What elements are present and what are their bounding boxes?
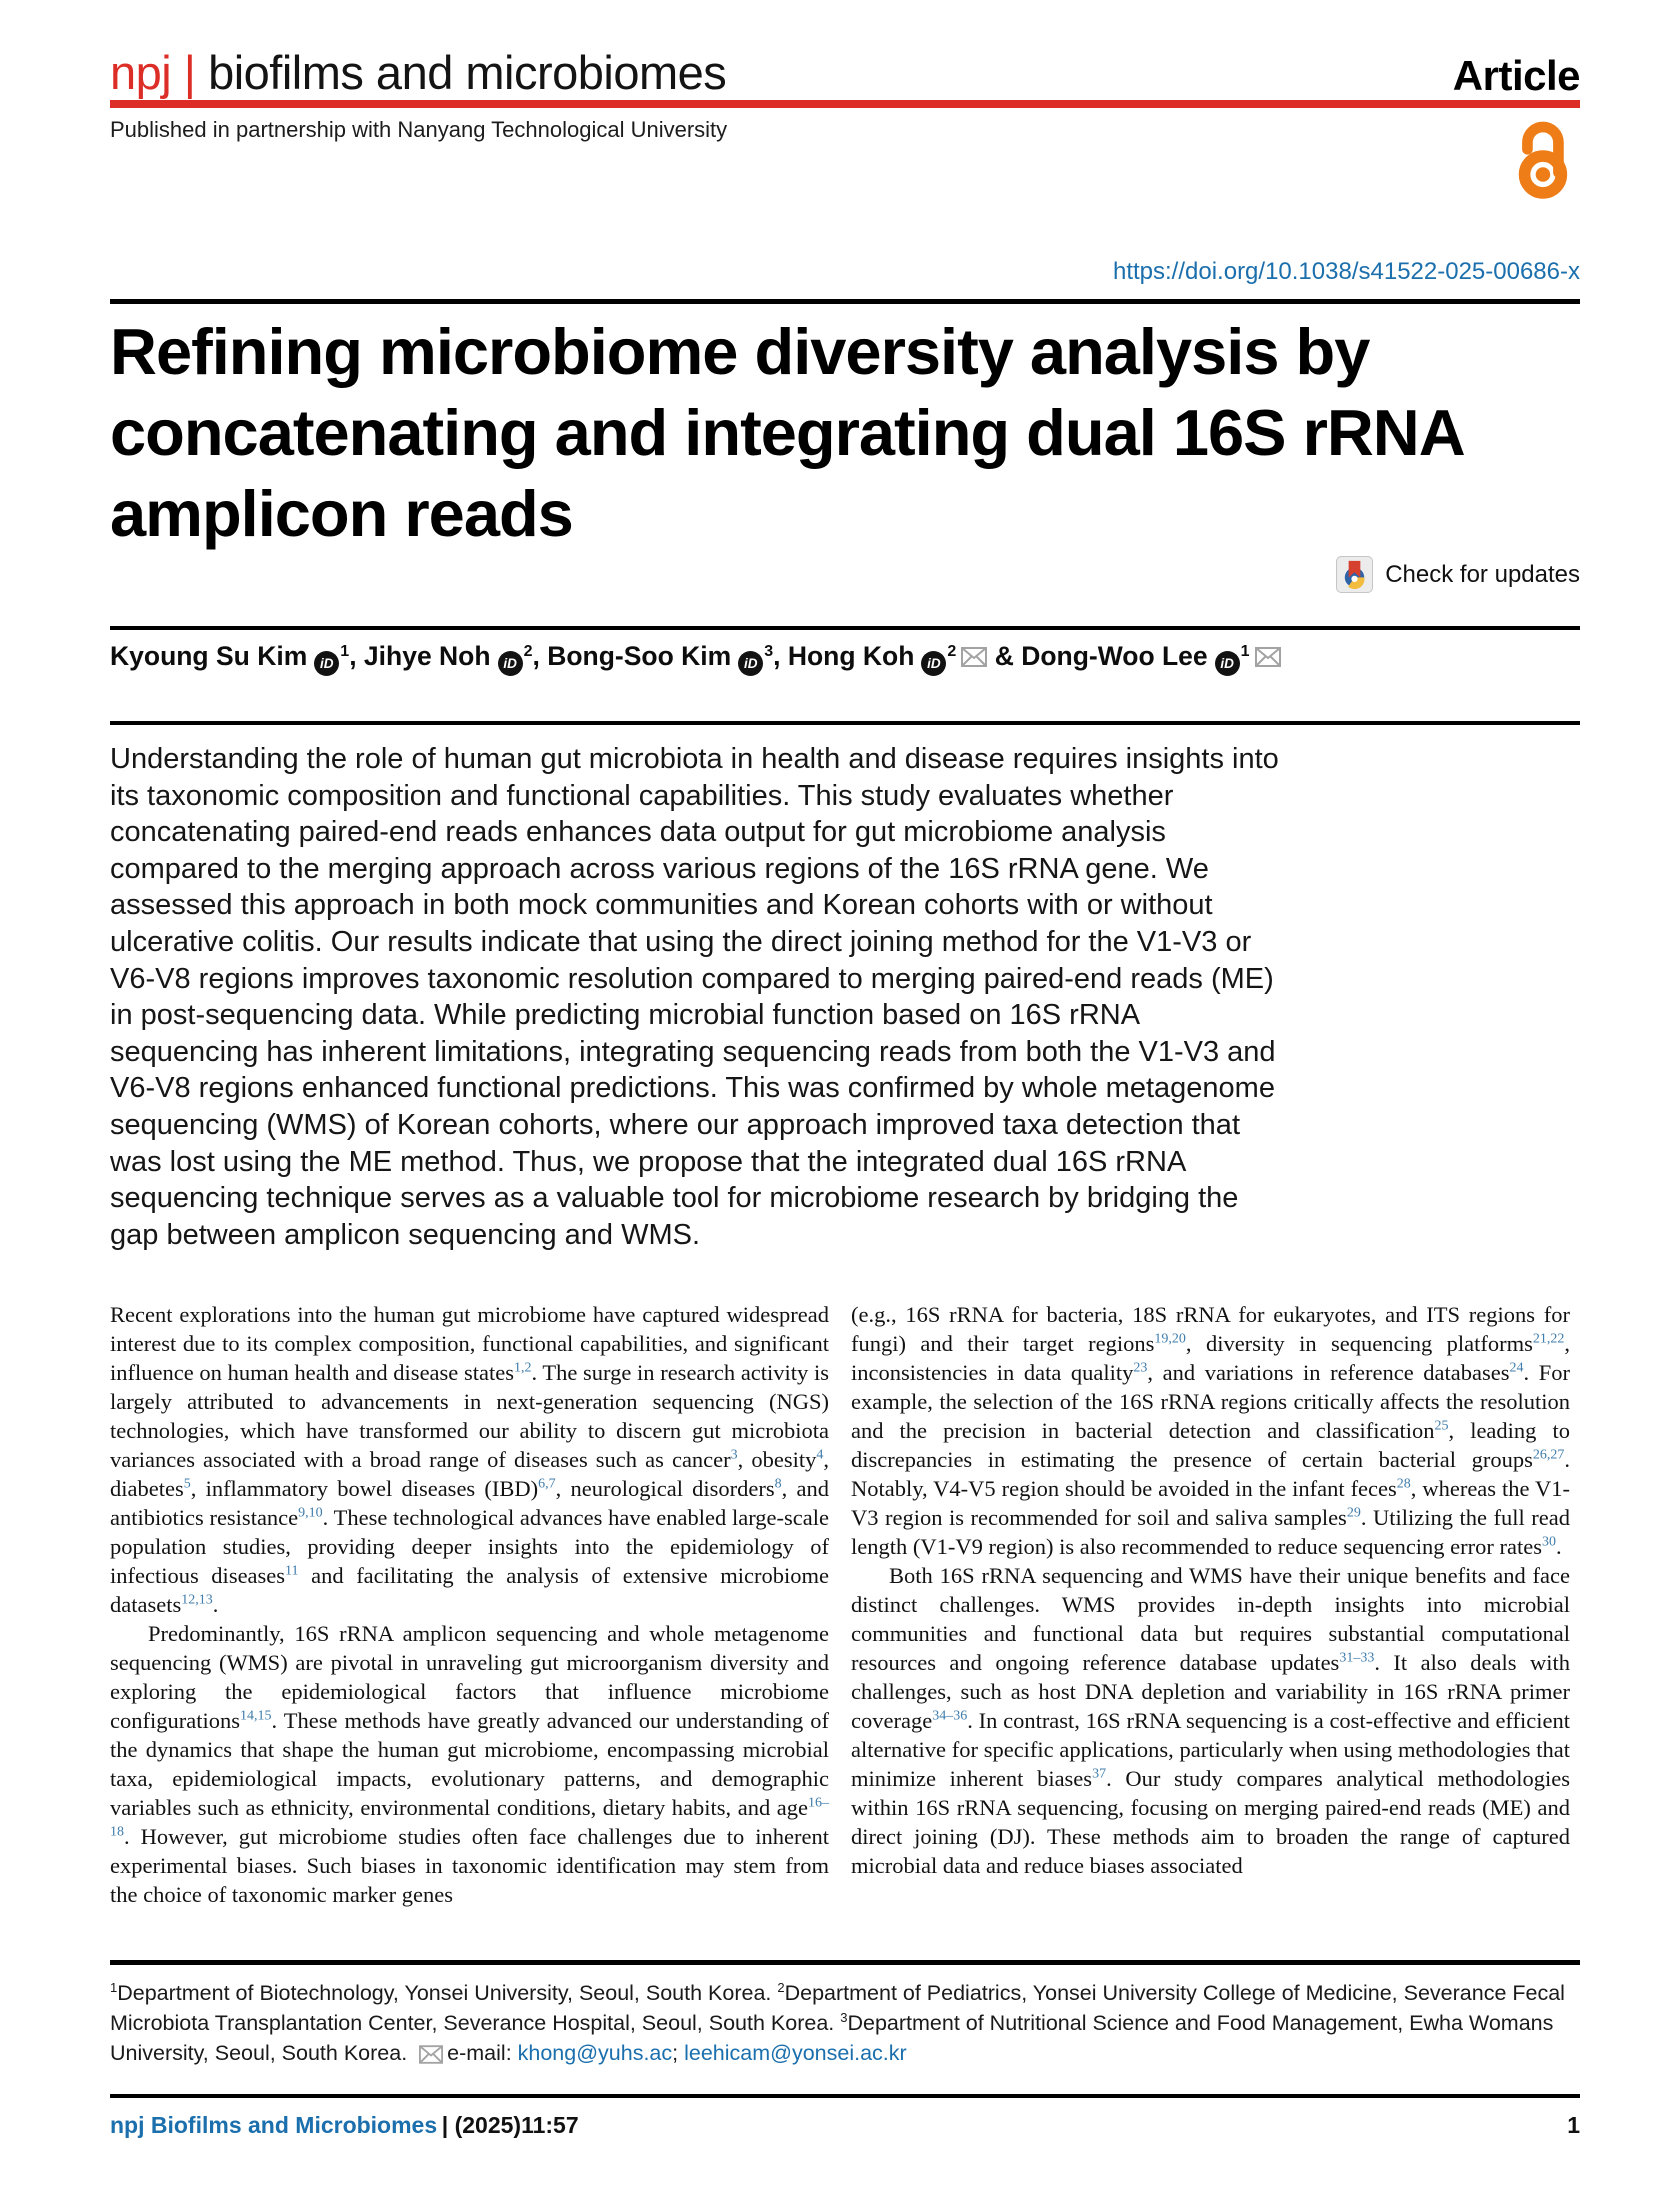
journal-logo-prefix: npj [110, 46, 172, 99]
author-name: Bong-Soo Kim [547, 641, 732, 671]
paragraph: Predominantly, 16S rRNA amplicon sequencing and whole metagenome sequencing (WMS) are pivotal in unraveling gut microorganism diversity and exploring the epidemiological factors that influence microbiome configurations$^{14,15}$. These methods have greatly advanced our understanding of the dynamics that shape the human gut microbiome, encompassing microbial taxa, epidemiological impacts, evolutionary patterns, and demographic variables such as ethnicity, environmental conditions, dietary habits, and age$^{16-18}$. However, gut microbiome studies often face challenges due to inherent experimental biases. Such biases in taxonomic identification may stem from the choice of taxonomic marker genes [110, 1621, 829, 1907]
email-icon[interactable] [419, 2045, 443, 2064]
reference-superscript[interactable]: 9,10 [298, 1505, 323, 1521]
footnote-rule [110, 1960, 1580, 1965]
footer-citation [110, 2112, 579, 2139]
open-access-icon [1510, 114, 1572, 207]
reference-superscript[interactable]: 6,7 [538, 1476, 556, 1492]
orcid-icon[interactable]: iD [498, 651, 523, 676]
author [110, 641, 364, 671]
author-affiliation-superscript: 1 [340, 643, 350, 660]
orcid-icon[interactable]: iD [738, 651, 763, 676]
author [364, 641, 547, 671]
email-link[interactable]: khong@yuhs.ac [517, 2041, 673, 2065]
paragraph: (e.g., 16S rRNA for bacteria, 18S rRNA for eukaryotes, and ITS regions for fungi) and their target regions$^{19,20}$, diversity in sequencing platforms$^{21,22}$, inconsistencies in data quality$^{23}$, and variations in reference databases$^{24}$. For example, the selection of the 16S rRNA regions critically affects the resolution and the precision in bacterial detection and classification$^{25}$, leading to discrepancies in estimating the presence of certain bacterial groups$^{26,27}$. Notably, V4-V5 region should be avoided in the infant feces$^{28}$, whereas the V1-V3 region is recommended for soil and saliva samples$^{29}$. Utilizing the full read length (V1-V9 region) is also recommended to reduce sequencing error rates$^{30}$. [851, 1302, 1570, 1559]
email-icon[interactable] [961, 647, 987, 667]
reference-superscript[interactable]: 34–36 [932, 1708, 968, 1724]
affiliation-superscript: 1 [110, 1979, 118, 1995]
author [1021, 641, 1280, 671]
author [788, 641, 1021, 671]
footer-rule [110, 2094, 1580, 2098]
body-column-left [110, 1300, 829, 1909]
reference-superscript[interactable]: 24 [1509, 1360, 1524, 1376]
reference-superscript[interactable]: 16–18 [110, 1795, 829, 1840]
author [547, 641, 788, 671]
authors-rule-top [110, 626, 1580, 630]
reference-superscript[interactable]: 29 [1346, 1505, 1361, 1521]
journal-logo: npj | biofilms and microbiomes [110, 46, 727, 99]
reference-superscript[interactable]: 21,22 [1532, 1331, 1565, 1347]
body-text [110, 1300, 1570, 1909]
reference-superscript[interactable]: 25 [1434, 1418, 1449, 1434]
doi-link[interactable]: https://doi.org/10.1038/s41522-025-00686-x [1112, 258, 1580, 285]
reference-superscript[interactable]: 31–33 [1339, 1650, 1375, 1666]
reference-superscript[interactable]: 12,13 [181, 1592, 213, 1608]
masthead-rule [110, 100, 1580, 108]
affiliations: $^1$Department of Biotechnology, Yonsei University, Seoul, South Korea. $^2$Department of Pediatrics, Yonsei University College of Medicine, Severance Fecal Microbiota Transplantation Center, Severance Hospital, Seoul, South Korea. $^3$Department of Nutritional Science and Food Management, Ewha Womans University, Seoul, South Korea. e-mail: khong@yuhs.ac; leehicam@yonsei.ac.kr [110, 1979, 1565, 2065]
orcid-icon[interactable]: iD [921, 651, 946, 676]
author-list [110, 641, 1281, 676]
reference-superscript[interactable]: 26,27 [1532, 1447, 1565, 1463]
orcid-icon[interactable]: iD [314, 651, 339, 676]
reference-superscript[interactable]: 19,20 [1154, 1331, 1186, 1347]
email-link[interactable]: leehicam@yonsei.ac.kr [684, 2041, 907, 2065]
reference-superscript[interactable]: 1,2 [513, 1360, 532, 1376]
author-separator: , [773, 641, 788, 671]
body-column-right [851, 1300, 1570, 1909]
author-name: Dong-Woo Lee [1021, 641, 1208, 671]
reference-superscript[interactable]: 4 [816, 1447, 824, 1463]
affiliation-superscript: 2 [777, 1979, 785, 1995]
email-icon[interactable] [1255, 647, 1281, 667]
page-title: Refining microbiome diversity analysis by concatenating and integrating dual 16S rRNA amplicon reads [110, 315, 1463, 550]
page-number: 1 [1567, 2112, 1580, 2138]
author-separator: , [349, 641, 364, 671]
reference-superscript[interactable]: 3 [730, 1447, 738, 1463]
partnership-note: Published in partnership with Nanyang Technological University [110, 117, 728, 142]
reference-superscript[interactable]: 30 [1542, 1534, 1556, 1550]
abstract: Understanding the role of human gut microbiota in health and disease requires insights into its taxonomic composition and functional capabilities. This study evaluates whether concatenating paired-end reads enhances data output for gut microbiome analysis compared to the merging approach across various regions of the 16S rRNA gene. We assessed this approach in both mock communities and Korean cohorts with or without ulcerative colitis. Our results indicate that using the direct joining method for the V1-V3 or V6-V8 regions improves taxonomic resolution compared to merging paired-end reads (ME) in post-sequencing data. While predicting microbial function based on 16S rRNA sequencing has inherent limitations, integrating sequencing reads from both the V1-V3 and V6-V8 regions enhanced functional predictions. This was confirmed by whole metagenome sequencing (WMS) of Korean cohorts, where our approach improved taxa detection that was lost using the ME method. Thus, we propose that the integrated dual 16S rRNA sequencing technique serves as a valuable tool for microbiome research by bridging the gap between amplicon sequencing and WMS. [110, 743, 1279, 1251]
author-affiliation-superscript: 2 [947, 643, 957, 660]
reference-superscript[interactable]: 8 [774, 1476, 782, 1492]
footer-journal-name: npj Biofilms and Microbiomes [110, 2112, 438, 2138]
reference-superscript[interactable]: 11 [285, 1563, 299, 1579]
reference-superscript[interactable]: 5 [183, 1476, 191, 1492]
paragraph: Recent explorations into the human gut microbiome have captured widespread interest due to its complex composition, functional capabilities, and significant influence on human health and disease states$^{1,2}$. The surge in research activity is largely attributed to advancements in next-generation sequencing (NGS) technologies, which have transformed our ability to discern gut microbiota variances associated with a broad range of diseases such as cancer$^3$, obesity$^4$, diabetes$^5$, inflammatory bowel diseases (IBD)$^{6,7}$, neurological disorders$^8$, and antibiotics resistance$^{9,10}$. These technological advances have enabled large-scale population studies, providing deeper insights into the epidemiology of infectious diseases$^{11}$ and facilitating the analysis of extensive microbiome datasets$^{12,13}$. [110, 1302, 829, 1617]
check-for-updates-button[interactable] [1336, 556, 1580, 593]
crossmark-icon [1336, 556, 1373, 593]
author-separator: & [987, 641, 1022, 671]
orcid-icon[interactable]: iD [1215, 651, 1240, 676]
reference-superscript[interactable]: 23 [1133, 1360, 1148, 1376]
footer-issue: | (2025)11:57 [437, 2112, 579, 2138]
author-separator: , [532, 641, 548, 671]
title-rule [110, 299, 1580, 304]
author-affiliation-superscript: 2 [523, 643, 533, 660]
reference-superscript[interactable]: 37 [1092, 1766, 1107, 1782]
author-affiliation-superscript: 1 [1240, 643, 1250, 660]
check-for-updates-label: Check for updates [1385, 560, 1580, 588]
author-name: Kyoung Su Kim [110, 641, 308, 671]
affiliation-superscript: 3 [840, 2009, 848, 2025]
journal-logo-name: biofilms and microbiomes [208, 46, 727, 99]
paragraph: Both 16S rRNA sequencing and WMS have their unique benefits and face distinct challenges. WMS provides in-depth insights into microbial communities and functional data but requires substantial computational resources and ongoing reference database updates$^{31-33}$. It also deals with challenges, such as host DNA depletion and variability in 16S rRNA primer coverage$^{34-36}$. In contrast, 16S rRNA sequencing is a cost-effective and efficient alternative for specific applications, particularly when using methodologies that minimize inherent biases$^{37}$. Our study compares analytical methodologies within 16S rRNA sequencing, focusing on merging paired-end reads (ME) and direct joining (DJ). These methods aim to broaden the range of captured microbial data and reduce biases associated [851, 1563, 1570, 1878]
author-affiliation-superscript: 3 [764, 643, 774, 660]
authors-rule-bottom [110, 721, 1580, 725]
masthead [110, 38, 1580, 100]
reference-superscript[interactable]: 14,15 [239, 1708, 272, 1724]
email-label: e-mail: [447, 2041, 518, 2065]
author-name: Jihye Noh [363, 641, 491, 671]
author-name: Hong Koh [787, 641, 915, 671]
reference-superscript[interactable]: 28 [1396, 1476, 1411, 1492]
page-footer [110, 2112, 1580, 2139]
article-type-label: Article [1452, 52, 1580, 99]
